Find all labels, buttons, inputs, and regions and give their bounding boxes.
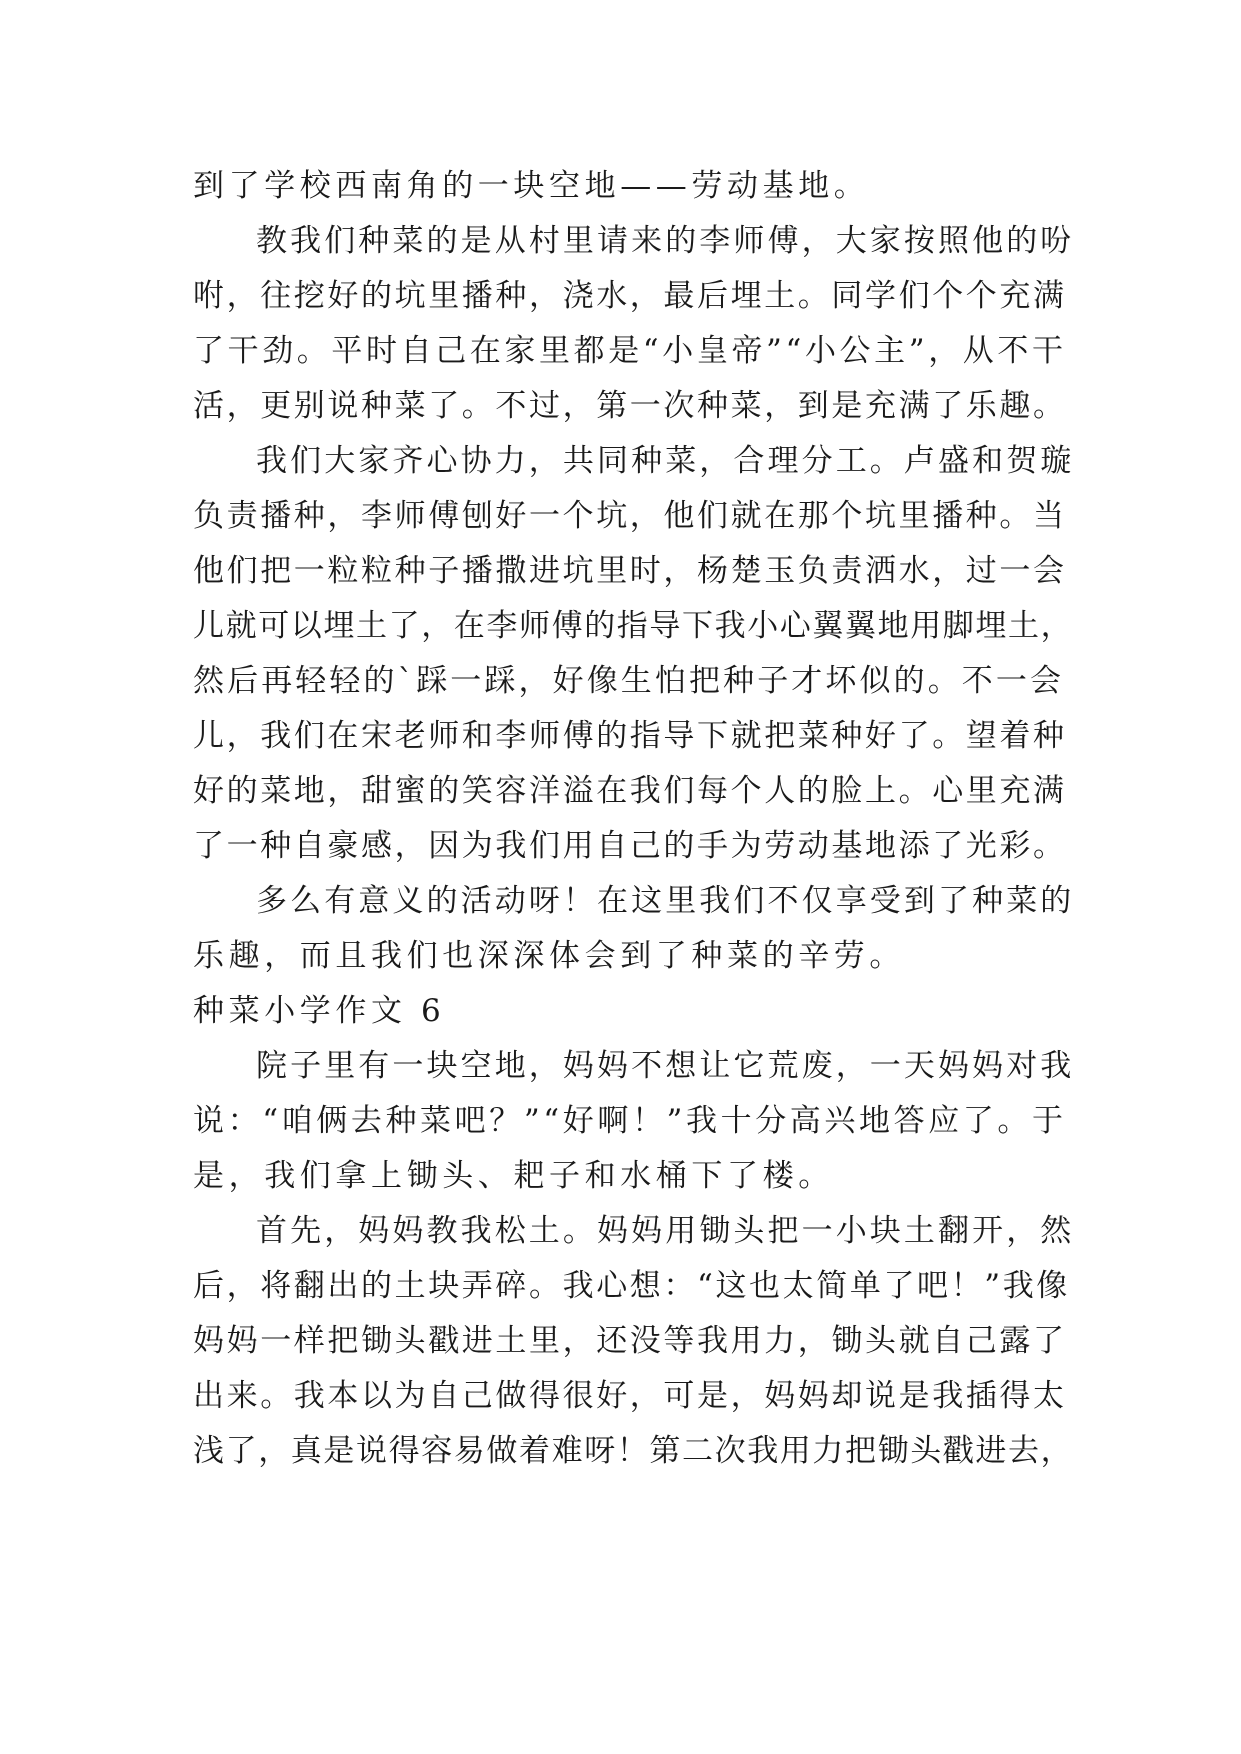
text-line: 了一种自豪感，因为我们用自己的手为劳动基地添了光彩。 (193, 828, 1067, 864)
text-line: 妈妈一样把锄头戳进土里，还没等我用力，锄头就自己露了 (193, 1323, 1067, 1359)
text-line: 他们把一粒粒种子播撒进坑里时，杨楚玉负责洒水，过一会 (193, 553, 1067, 589)
text-line: 好的菜地，甜蜜的笑容洋溢在我们每个人的脸上。心里充满 (193, 773, 1067, 809)
text-line: 后，将翻出的土块弄碎。我心想：“这也太简单了吧！”我像 (193, 1268, 1070, 1304)
text-line: 然后再轻轻的`踩一踩，好像生怕把种子才坏似的。不一会 (193, 663, 1065, 699)
text-line: 儿，我们在宋老师和李师傅的指导下就把菜种好了。望着种 (193, 718, 1067, 754)
text-line: 浅了，真是说得容易做着难呀！第二次我用力把锄头戳进去， (193, 1433, 1074, 1469)
paragraph-start: 首先，妈妈教我松土。妈妈用锄头把一小块土翻开，然 (256, 1213, 1075, 1249)
text-line: 了干劲。平时自己在家里都是“小皇帝”“小公主”，从不干 (193, 333, 1067, 369)
text-line: 乐趣，而且我们也深深体会到了种菜的辛劳。 (193, 938, 905, 974)
text-line: 是，我们拿上锄头、耙子和水桶下了楼。 (193, 1158, 834, 1194)
text-line: 说：“咱俩去种菜吧？”“好啊！”我十分高兴地答应了。于 (193, 1103, 1067, 1139)
section-heading: 种菜小学作文 6 (193, 993, 446, 1029)
text-line: 活，更别说种菜了。不过，第一次种菜，到是充满了乐趣。 (193, 388, 1067, 424)
paragraph-start: 我们大家齐心协力，共同种菜，合理分工。卢盛和贺璇 (256, 443, 1075, 479)
paragraph-start: 多么有意义的活动呀！在这里我们不仅享受到了种菜的 (256, 883, 1075, 919)
text-line: 到了学校西南角的一块空地——劳动基地。 (193, 168, 870, 204)
paragraph-start: 教我们种菜的是从村里请来的李师傅，大家按照他的吩 (256, 223, 1075, 259)
paragraph-start: 院子里有一块空地，妈妈不想让它荒废，一天妈妈对我 (256, 1048, 1075, 1084)
text-line: 出来。我本以为自己做得很好，可是，妈妈却说是我插得太 (193, 1378, 1067, 1414)
text-line: 儿就可以埋土了，在李师傅的指导下我小心翼翼地用脚埋土， (193, 608, 1074, 644)
text-line: 负责播种，李师傅刨好一个坑，他们就在那个坑里播种。当 (193, 498, 1067, 534)
text-line: 咐，往挖好的坑里播种，浇水，最后埋土。同学们个个充满 (193, 278, 1067, 314)
